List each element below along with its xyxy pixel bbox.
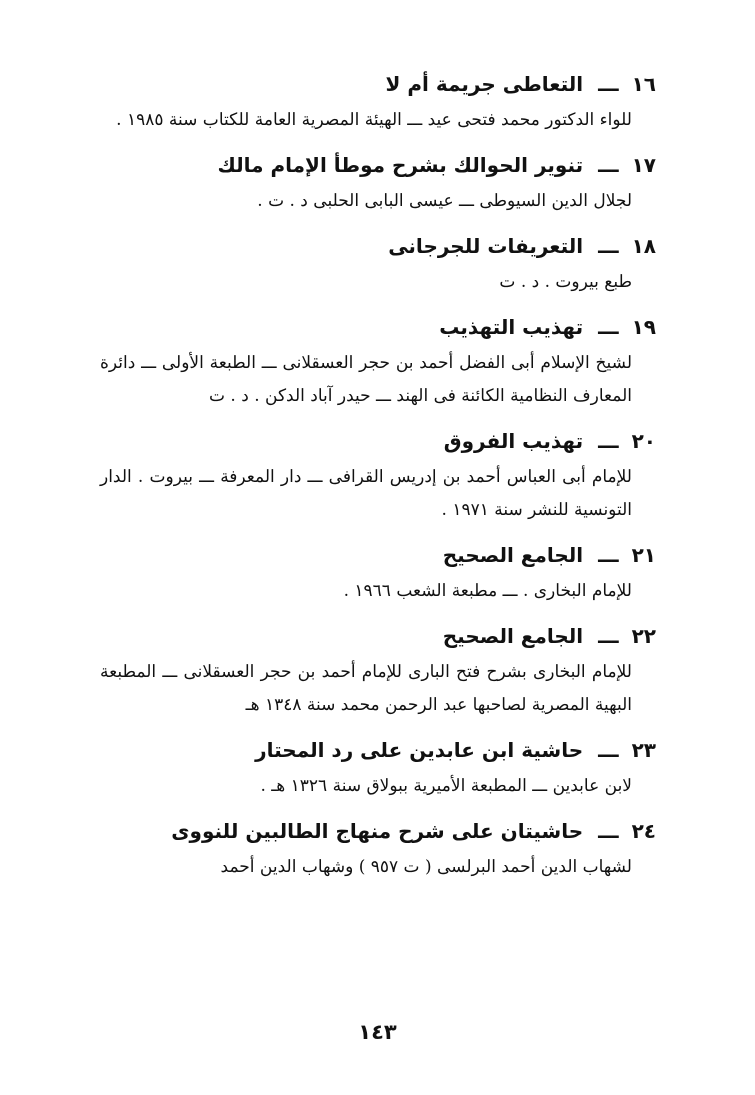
entry-body: للإمام البخارى . ـــ مطبعة الشعب ١٩٦٦ . <box>343 581 632 601</box>
entry-dash: ـــ <box>598 429 619 453</box>
entry-body: لابن عابدين ـــ المطبعة الأميرية ببولاق سنة ١٣٢٦ هـ . <box>260 776 632 796</box>
entry-heading <box>100 64 656 104</box>
entry-heading <box>100 730 656 770</box>
entry-title: التعاطى جريمة أم لا <box>385 72 584 96</box>
entry-heading <box>100 616 656 656</box>
entry-number: ٢٠ <box>631 429 656 453</box>
entry-title: حاشيتان على شرح منهاج الطالبين للنووى <box>171 819 584 843</box>
bibliography-entry <box>100 64 656 137</box>
entry-title: الجامع الصحيح <box>442 624 584 648</box>
entry-number: ١٧ <box>631 153 656 177</box>
entry-title: الجامع الصحيح <box>442 543 584 567</box>
entry-title: حاشية ابن عابدين على رد المحتار <box>255 738 584 762</box>
bibliography-entry <box>100 307 656 413</box>
entry-dash: ـــ <box>598 72 619 96</box>
entry-title: تهذيب الفروق <box>443 429 584 453</box>
bibliography-entry <box>100 145 656 218</box>
entry-dash: ـــ <box>598 738 619 762</box>
entry-dash: ـــ <box>598 543 619 567</box>
entry-heading <box>100 421 656 461</box>
entry-title: التعريفات للجرجانى <box>388 234 584 258</box>
entry-title: تنوير الحوالك بشرح موطأ الإمام مالك <box>217 153 584 177</box>
entry-body: لشهاب الدين أحمد البرلسى ( ت ٩٥٧ ) وشهاب الدين أحمد <box>220 857 632 877</box>
bibliography-entry <box>100 421 656 527</box>
bibliography-list <box>100 64 656 892</box>
entry-title: تهذيب التهذيب <box>439 315 584 339</box>
entry-dash: ـــ <box>598 234 619 258</box>
page-number: ١٤٣ <box>358 1020 397 1044</box>
entry-dash: ـــ <box>598 315 619 339</box>
entry-dash: ـــ <box>598 153 619 177</box>
bibliography-entry <box>100 616 656 722</box>
entry-number: ١٦ <box>631 72 656 96</box>
entry-number: ٢٣ <box>631 738 656 762</box>
entry-dash: ـــ <box>598 819 619 843</box>
entry-body: للواء الدكتور محمد فتحى عيد ـــ الهيئة المصرية العامة للكتاب سنة ١٩٨٥ . <box>116 110 632 130</box>
entry-number: ١٩ <box>631 315 656 339</box>
bibliography-entry <box>100 811 656 884</box>
entry-number: ١٨ <box>631 234 656 258</box>
entry-heading <box>100 226 656 266</box>
bibliography-entry <box>100 226 656 299</box>
bibliography-entry <box>100 730 656 803</box>
entry-number: ٢٤ <box>631 819 656 843</box>
entry-heading <box>100 811 656 851</box>
entry-body: لشيخ الإسلام أبى الفضل أحمد بن حجر العسقلانى ـــ الطبعة الأولى ـــ دائرة المعارف النظامية الكائنة فى الهند ـــ حيدر آباد الدكن . د . ت <box>100 353 632 406</box>
entry-number: ٢١ <box>631 543 656 567</box>
entry-body: طبع بيروت . د . ت <box>499 272 632 292</box>
entry-heading <box>100 145 656 185</box>
bibliography-entry <box>100 535 656 608</box>
entry-dash: ـــ <box>598 624 619 648</box>
entry-body: للإمام البخارى بشرح فتح البارى للإمام أحمد بن حجر العسقلانى ـــ المطبعة البهية المصرية لصاحبها عبد الرحمن محمد سنة ١٣٤٨ هـ <box>100 662 632 715</box>
entry-body: للإمام أبى العباس أحمد بن إدريس القرافى ـــ دار المعرفة ـــ بيروت . الدار التونسية للنشر سنة ١٩٧١ . <box>100 467 632 520</box>
entry-body: لجلال الدين السيوطى ـــ عيسى البابى الحلبى د . ت . <box>257 191 632 211</box>
entry-number: ٢٢ <box>631 624 656 648</box>
entry-heading <box>100 535 656 575</box>
entry-heading <box>100 307 656 347</box>
